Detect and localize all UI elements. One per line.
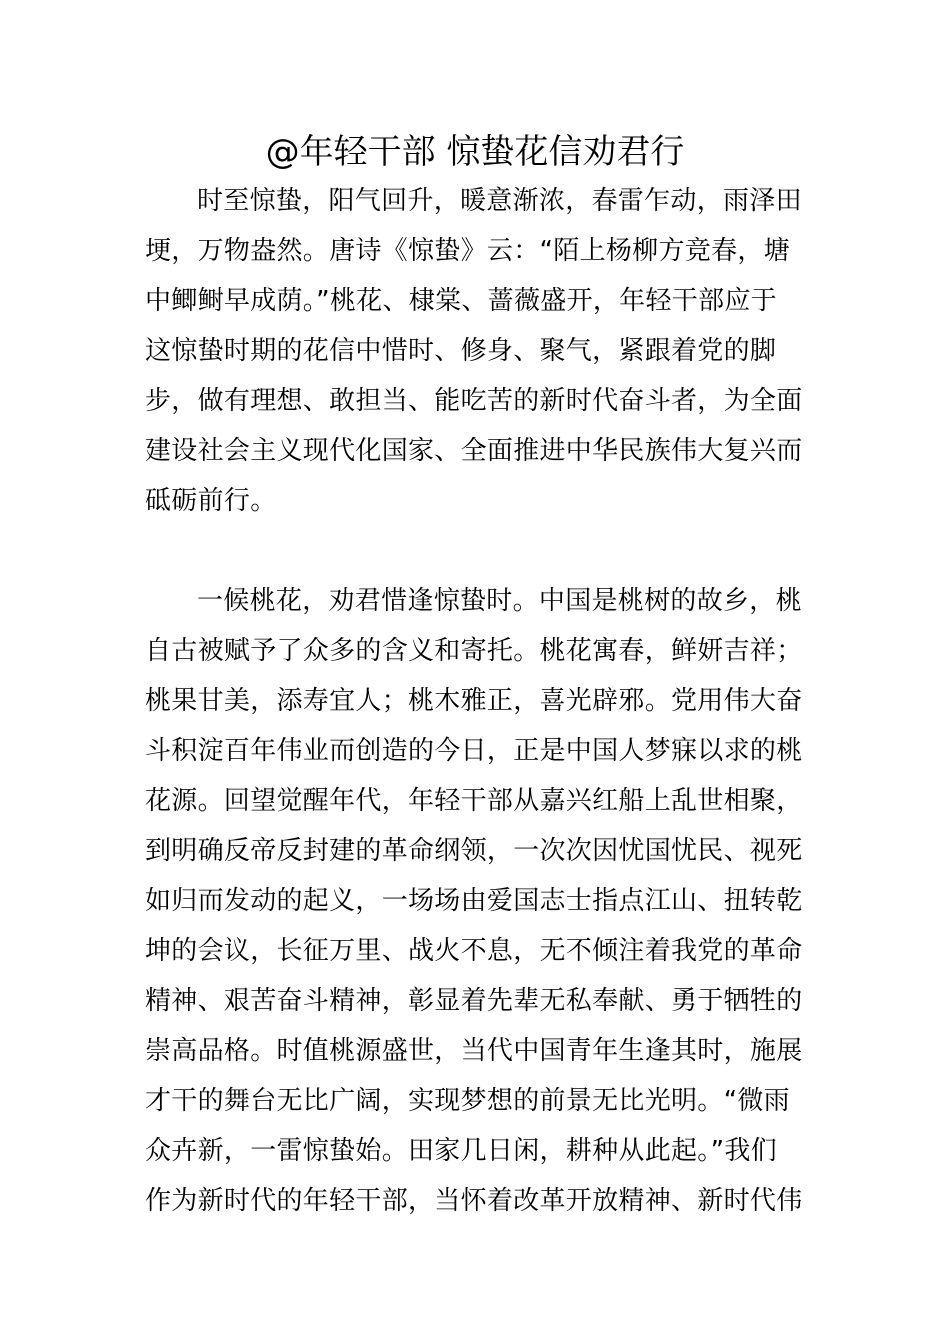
paragraph-line: 建设社会主义现代化国家、全面推进中华民族伟大复兴而 [145, 436, 803, 466]
paragraph-line: 斗积淀百年伟业而创造的今日，正是中国人梦寐以求的桃 [145, 736, 803, 766]
paragraph-line: 这惊蛰时期的花信中惜时、修身、聚气，紧跟着党的脚 [145, 336, 777, 366]
paragraph-line: 花源。回望觉醒年代，年轻干部从嘉兴红船上乱世相聚， [145, 786, 803, 816]
paragraph-line: 到明确反帝反封建的革命纲领，一次次因忧国忧民、视死 [145, 836, 803, 866]
paragraph-line: 砥砺前行。 [145, 486, 277, 516]
paragraph-line: 步，做有理想、敢担当、能吃苦的新时代奋斗者，为全面 [145, 386, 803, 416]
paragraph-line: 时至惊蛰，阳气回升，暖意渐浓，春雷乍动，雨泽田 [197, 186, 802, 216]
paragraph-1 [145, 176, 809, 526]
paragraph-line: 精神、艰苦奋斗精神，彰显着先辈无私奉献、勇于牺牲的 [145, 986, 803, 1016]
paragraph-line: 坤的会议，长征万里、战火不息，无不倾注着我党的革命 [145, 936, 803, 966]
paragraph-line: 自古被赋予了众多的含义和寄托。桃花寓春，鲜妍吉祥； [145, 636, 803, 666]
paragraph-line: 中鲫鲥早成荫。”桃花、棣棠、蔷薇盛开，年轻干部应于 [145, 286, 777, 316]
paragraph-line: 桃果甘美，添寿宜人；桃木雅正，喜光辟邪。党用伟大奋 [145, 686, 803, 716]
paragraph-line: 才干的舞台无比广阔，实现梦想的前景无比光明。“微雨 [145, 1086, 790, 1116]
paragraph-line: 崇高品格。时值桃源盛世，当代中国青年生逢其时，施展 [145, 1036, 803, 1066]
document-title: @年轻干部 惊蛰花信劝君行 [265, 132, 685, 172]
paragraph-line: 埂，万物盎然。唐诗《惊蛰》云：“陌上杨柳方竞春，塘 [145, 236, 790, 266]
paragraph-2 [145, 576, 809, 1226]
paragraph-line: 众卉新，一雷惊蛰始。田家几日闲，耕种从此起。”我们 [145, 1136, 777, 1166]
paragraph-line: 如归而发动的起义，一场场由爱国志士指点江山、扭转乾 [145, 886, 803, 916]
paragraph-line: 作为新时代的年轻干部，当怀着改革开放精神、新时代伟 [145, 1186, 803, 1216]
paragraph-line: 一候桃花，劝君惜逢惊蛰时。中国是桃树的故乡，桃 [197, 586, 802, 616]
